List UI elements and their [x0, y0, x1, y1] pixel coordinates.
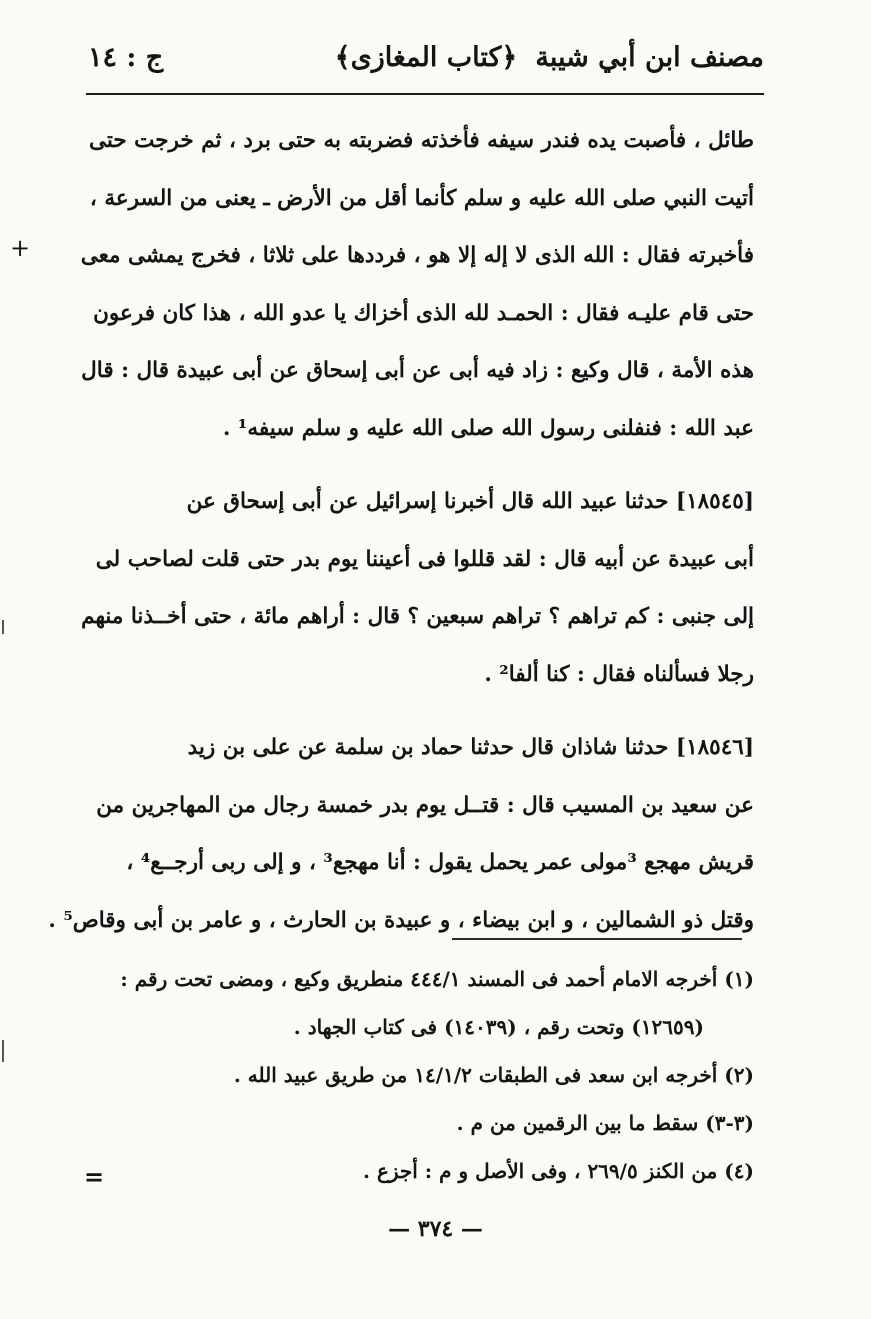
text-line: عن سعيد بن المسيب قال : قتــل يوم بدر خمسة رجال من المهاجرين من — [96, 792, 754, 818]
header-rule — [86, 93, 764, 95]
scan-edge-mark — [2, 1040, 4, 1062]
text-line: قريش مهجع ³مولى عمر يحمل يقول : أنا مهجع³ ، و إلى ربى أرجــع⁴ ، — [126, 850, 754, 875]
main-text — [48, 112, 754, 949]
text-line: أتيت النبي صلى الله عليه و سلم كأنما أقل من الأرض ـ يعنى من السرعة ، — [89, 185, 754, 211]
text-line: أبى عبيدة عن أبيه قال : لقد قللوا فى أعيننا يوم بدر حتى قلت لصاحب لى — [95, 546, 754, 572]
volume-number: ج : ١٤ — [88, 42, 164, 73]
entry-text: حدثنا عبيد الله قال أخبرنا إسرائيل عن أبى إسحاق عن — [186, 489, 669, 514]
page-number: — ٣٧٤ — — [388, 1216, 483, 1242]
section-title: ﴿كتاب المغازى﴾ — [334, 42, 518, 73]
entry-number: [١٨٥٤٦] — [675, 735, 754, 760]
text-line: طائل ، فأصبت يده فندر سيفه فأخذته فضربته به حتى برد ، ثم خرجت حتى — [88, 128, 754, 153]
footnote: (٣-٣) سقط ما بين الرقمين من م . — [456, 1111, 754, 1135]
scan-edge-mark — [2, 620, 4, 634]
footnote: (٢) أخرجه ابن سعد فى الطبقات ١٤/١/٢ من طريق عبيد الله . — [233, 1063, 754, 1087]
text-line: إلى جنبى : كم تراهم ؟ تراهم سبعين ؟ قال : أراهم مائة ، حتى أخــذنا منهم — [81, 604, 754, 629]
margin-equals-mark: = — [84, 1162, 105, 1191]
entry-text: حدثنا شاذان قال حدثنا حماد بن سلمة عن على بن زيد — [187, 735, 669, 760]
text-line: رجلا فسألناه فقال : كنا ألفا² . — [484, 661, 754, 687]
entry-18546-first-line — [90, 719, 754, 777]
book-title: مصنف ابن أبي شيبة — [535, 42, 764, 73]
text-line: فأخبرته فقال : الله الذى لا إله إلا هو ، فرددها على ثلاثا ، فخرج يمشى معى — [80, 243, 754, 268]
text-line: حتى قام عليـه فقال : الحمـد لله الذى أخزاك يا عدو الله ، هذا كان فرعون — [93, 300, 754, 326]
footnotes — [90, 955, 754, 1195]
footnote-continuation: (١٢٦٥٩) وتحت رقم ، (١٤٠٣٩) فى كتاب الجهاد . — [293, 1015, 704, 1039]
margin-plus-mark: + — [10, 234, 31, 262]
footnote: (١) أخرجه الامام أحمد فى المسند ٤٤٤/١ منطريق وكيع ، ومضى تحت رقم : — [120, 967, 754, 991]
text-line: عبد الله : فنفلنى رسول الله صلى الله عليه و سلم سيفه¹ . — [222, 415, 754, 441]
entry-18545-first-line — [90, 473, 754, 531]
entry-number: [١٨٥٤٥] — [675, 489, 754, 514]
running-header — [88, 30, 764, 92]
text-line: وقتل ذو الشمالين ، و ابن بيضاء ، و عبيدة بن الحارث ، و عامر بن أبى وقاص⁵ . — [48, 907, 754, 933]
text-line: هذه الأمة ، قال وكيع : زاد فيه أبى عن أبى إسحاق عن أبى عبيدة قال : قال — [81, 358, 754, 383]
footnote: (٤) من الكنز ٢٦٩/٥ ، وفى الأصل و م : أجزع . — [363, 1159, 754, 1183]
footnote-rule — [452, 938, 742, 940]
